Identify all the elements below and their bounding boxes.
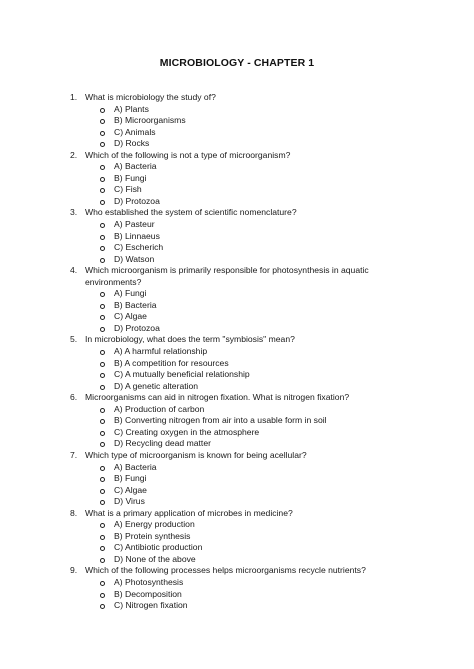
question-item <box>0 207 474 265</box>
answer-option-text: D) Protozoa <box>114 195 160 206</box>
question-number: 9. <box>70 565 78 576</box>
circle-bullet-icon <box>100 408 105 413</box>
answer-option-text: A) Photosynthesis <box>114 576 184 587</box>
answer-option <box>0 138 474 150</box>
answer-option <box>0 161 474 173</box>
circle-bullet-icon <box>100 246 105 251</box>
question-number: 3. <box>70 207 78 218</box>
answer-option-text: B) Linnaeus <box>114 230 160 241</box>
question-text: Who established the system of scientific nomenclature? <box>85 207 297 218</box>
answer-option <box>0 173 474 185</box>
answer-option-text: D) None of the above <box>114 553 196 564</box>
circle-bullet-icon <box>100 119 105 124</box>
question-number: 6. <box>70 392 78 403</box>
answer-option <box>0 288 474 300</box>
circle-bullet-icon <box>100 108 105 113</box>
question-item <box>0 565 474 611</box>
circle-bullet-icon <box>100 292 105 297</box>
answer-option-text: A) Energy production <box>114 519 195 530</box>
answer-option-text: C) Nitrogen fixation <box>114 600 188 611</box>
answer-option-text: C) Algae <box>114 484 147 495</box>
answer-option-text: D) Virus <box>114 496 145 507</box>
circle-bullet-icon <box>100 188 105 193</box>
circle-bullet-icon <box>100 477 105 482</box>
answer-options <box>0 346 474 392</box>
answer-option-text: B) Microorganisms <box>114 115 186 126</box>
answer-option <box>0 358 474 370</box>
circle-bullet-icon <box>100 131 105 136</box>
circle-bullet-icon <box>100 385 105 390</box>
answer-option <box>0 600 474 612</box>
answer-option <box>0 104 474 116</box>
answer-option <box>0 323 474 335</box>
answer-option <box>0 300 474 312</box>
answer-option-text: B) A competition for resources <box>114 357 229 368</box>
answer-option-text: A) Bacteria <box>114 461 157 472</box>
answer-option-text: C) Fish <box>114 184 142 195</box>
answer-option-text: D) Watson <box>114 253 155 264</box>
question-number: 5. <box>70 334 78 345</box>
answer-option-text: A) Bacteria <box>114 161 157 172</box>
answer-options <box>0 577 474 612</box>
answer-option <box>0 254 474 266</box>
answer-option-text: A) Pasteur <box>114 219 155 230</box>
answer-option <box>0 438 474 450</box>
question-text: Which type of microorganism is known for being acellular? <box>85 449 307 460</box>
answer-option-text: B) Protein synthesis <box>114 530 191 541</box>
answer-option <box>0 242 474 254</box>
answer-option-text: D) Protozoa <box>114 322 160 333</box>
circle-bullet-icon <box>100 581 105 586</box>
question-item <box>0 265 474 334</box>
circle-bullet-icon <box>100 558 105 563</box>
answer-option <box>0 485 474 497</box>
circle-bullet-icon <box>100 489 105 494</box>
question-item <box>0 150 474 208</box>
question-text: In microbiology, what does the term "symbiosis" mean? <box>85 334 295 345</box>
question-item <box>0 508 474 566</box>
question-text: Which of the following processes helps microorganisms recycle nutrients? <box>85 565 366 576</box>
answer-option <box>0 415 474 427</box>
answer-option-text: A) A harmful relationship <box>114 346 208 357</box>
question-number: 7. <box>70 449 78 460</box>
answer-option-text: B) Fungi <box>114 473 147 484</box>
question-text: Microorganisms can aid in nitrogen fixation. What is nitrogen fixation? <box>85 392 350 403</box>
answer-option <box>0 462 474 474</box>
answer-option-text: A) Plants <box>114 103 149 114</box>
answer-option <box>0 219 474 231</box>
answer-option <box>0 231 474 243</box>
answer-options <box>0 288 474 334</box>
question-list <box>0 92 474 612</box>
answer-option-text: C) Animals <box>114 126 156 137</box>
answer-option <box>0 427 474 439</box>
circle-bullet-icon <box>100 466 105 471</box>
answer-option-text: B) Bacteria <box>114 299 157 310</box>
answer-options <box>0 462 474 508</box>
answer-option-text: D) A genetic alteration <box>114 380 199 391</box>
answer-option <box>0 577 474 589</box>
answer-option <box>0 369 474 381</box>
answer-option-text: C) Creating oxygen in the atmosphere <box>114 426 260 437</box>
question-number: 2. <box>70 149 78 160</box>
answer-option-text: C) Antibiotic production <box>114 542 203 553</box>
answer-option <box>0 542 474 554</box>
circle-bullet-icon <box>100 165 105 170</box>
question-text: What is a primary application of microbes in medicine? <box>85 507 293 518</box>
question-text: Which microorganism is primarily responsible for photosynthesis in aquatic environments? <box>85 265 369 287</box>
circle-bullet-icon <box>100 546 105 551</box>
circle-bullet-icon <box>100 350 105 355</box>
answer-option-text: D) Rocks <box>114 138 150 149</box>
circle-bullet-icon <box>100 327 105 332</box>
circle-bullet-icon <box>100 373 105 378</box>
answer-option-text: B) Converting nitrogen from air into a usable form in soil <box>114 415 327 426</box>
answer-option <box>0 554 474 566</box>
answer-options <box>0 219 474 265</box>
question-item <box>0 92 474 150</box>
question-text: Which of the following is not a type of microorganism? <box>85 149 291 160</box>
question-item <box>0 450 474 508</box>
answer-option <box>0 381 474 393</box>
answer-option-text: B) Fungi <box>114 172 147 183</box>
answer-option <box>0 531 474 543</box>
circle-bullet-icon <box>100 304 105 309</box>
document-title: MICROBIOLOGY - CHAPTER 1 <box>159 57 315 69</box>
answer-options <box>0 519 474 565</box>
answer-options <box>0 161 474 207</box>
circle-bullet-icon <box>100 177 105 182</box>
answer-option-text: B) Decomposition <box>114 588 182 599</box>
circle-bullet-icon <box>100 258 105 263</box>
circle-bullet-icon <box>100 362 105 367</box>
answer-option <box>0 404 474 416</box>
answer-options <box>0 404 474 450</box>
answer-option-text: D) Recycling dead matter <box>114 438 211 449</box>
answer-option <box>0 127 474 139</box>
circle-bullet-icon <box>100 523 105 528</box>
circle-bullet-icon <box>100 535 105 540</box>
question-item <box>0 334 474 392</box>
answer-option <box>0 496 474 508</box>
circle-bullet-icon <box>100 593 105 598</box>
answer-options <box>0 104 474 150</box>
circle-bullet-icon <box>100 223 105 228</box>
answer-option-text: C) Algae <box>114 311 147 322</box>
circle-bullet-icon <box>100 200 105 205</box>
answer-option-text: C) Escherich <box>114 242 164 253</box>
circle-bullet-icon <box>100 500 105 505</box>
answer-option <box>0 519 474 531</box>
answer-option-text: C) A mutually beneficial relationship <box>114 369 250 380</box>
answer-option <box>0 184 474 196</box>
question-number: 1. <box>70 92 78 102</box>
answer-option <box>0 311 474 323</box>
circle-bullet-icon <box>100 235 105 240</box>
answer-option <box>0 196 474 208</box>
question-number: 4. <box>70 265 78 276</box>
circle-bullet-icon <box>100 419 105 424</box>
answer-option <box>0 473 474 485</box>
answer-option <box>0 346 474 358</box>
question-text: What is microbiology the study of? <box>85 92 216 102</box>
circle-bullet-icon <box>100 431 105 436</box>
question-item <box>0 392 474 450</box>
circle-bullet-icon <box>100 442 105 447</box>
answer-option <box>0 115 474 127</box>
circle-bullet-icon <box>100 315 105 320</box>
answer-option-text: A) Production of carbon <box>114 403 205 414</box>
answer-option <box>0 589 474 601</box>
answer-option-text: A) Fungi <box>114 288 147 299</box>
circle-bullet-icon <box>100 142 105 147</box>
circle-bullet-icon <box>100 604 105 609</box>
question-number: 8. <box>70 507 78 518</box>
